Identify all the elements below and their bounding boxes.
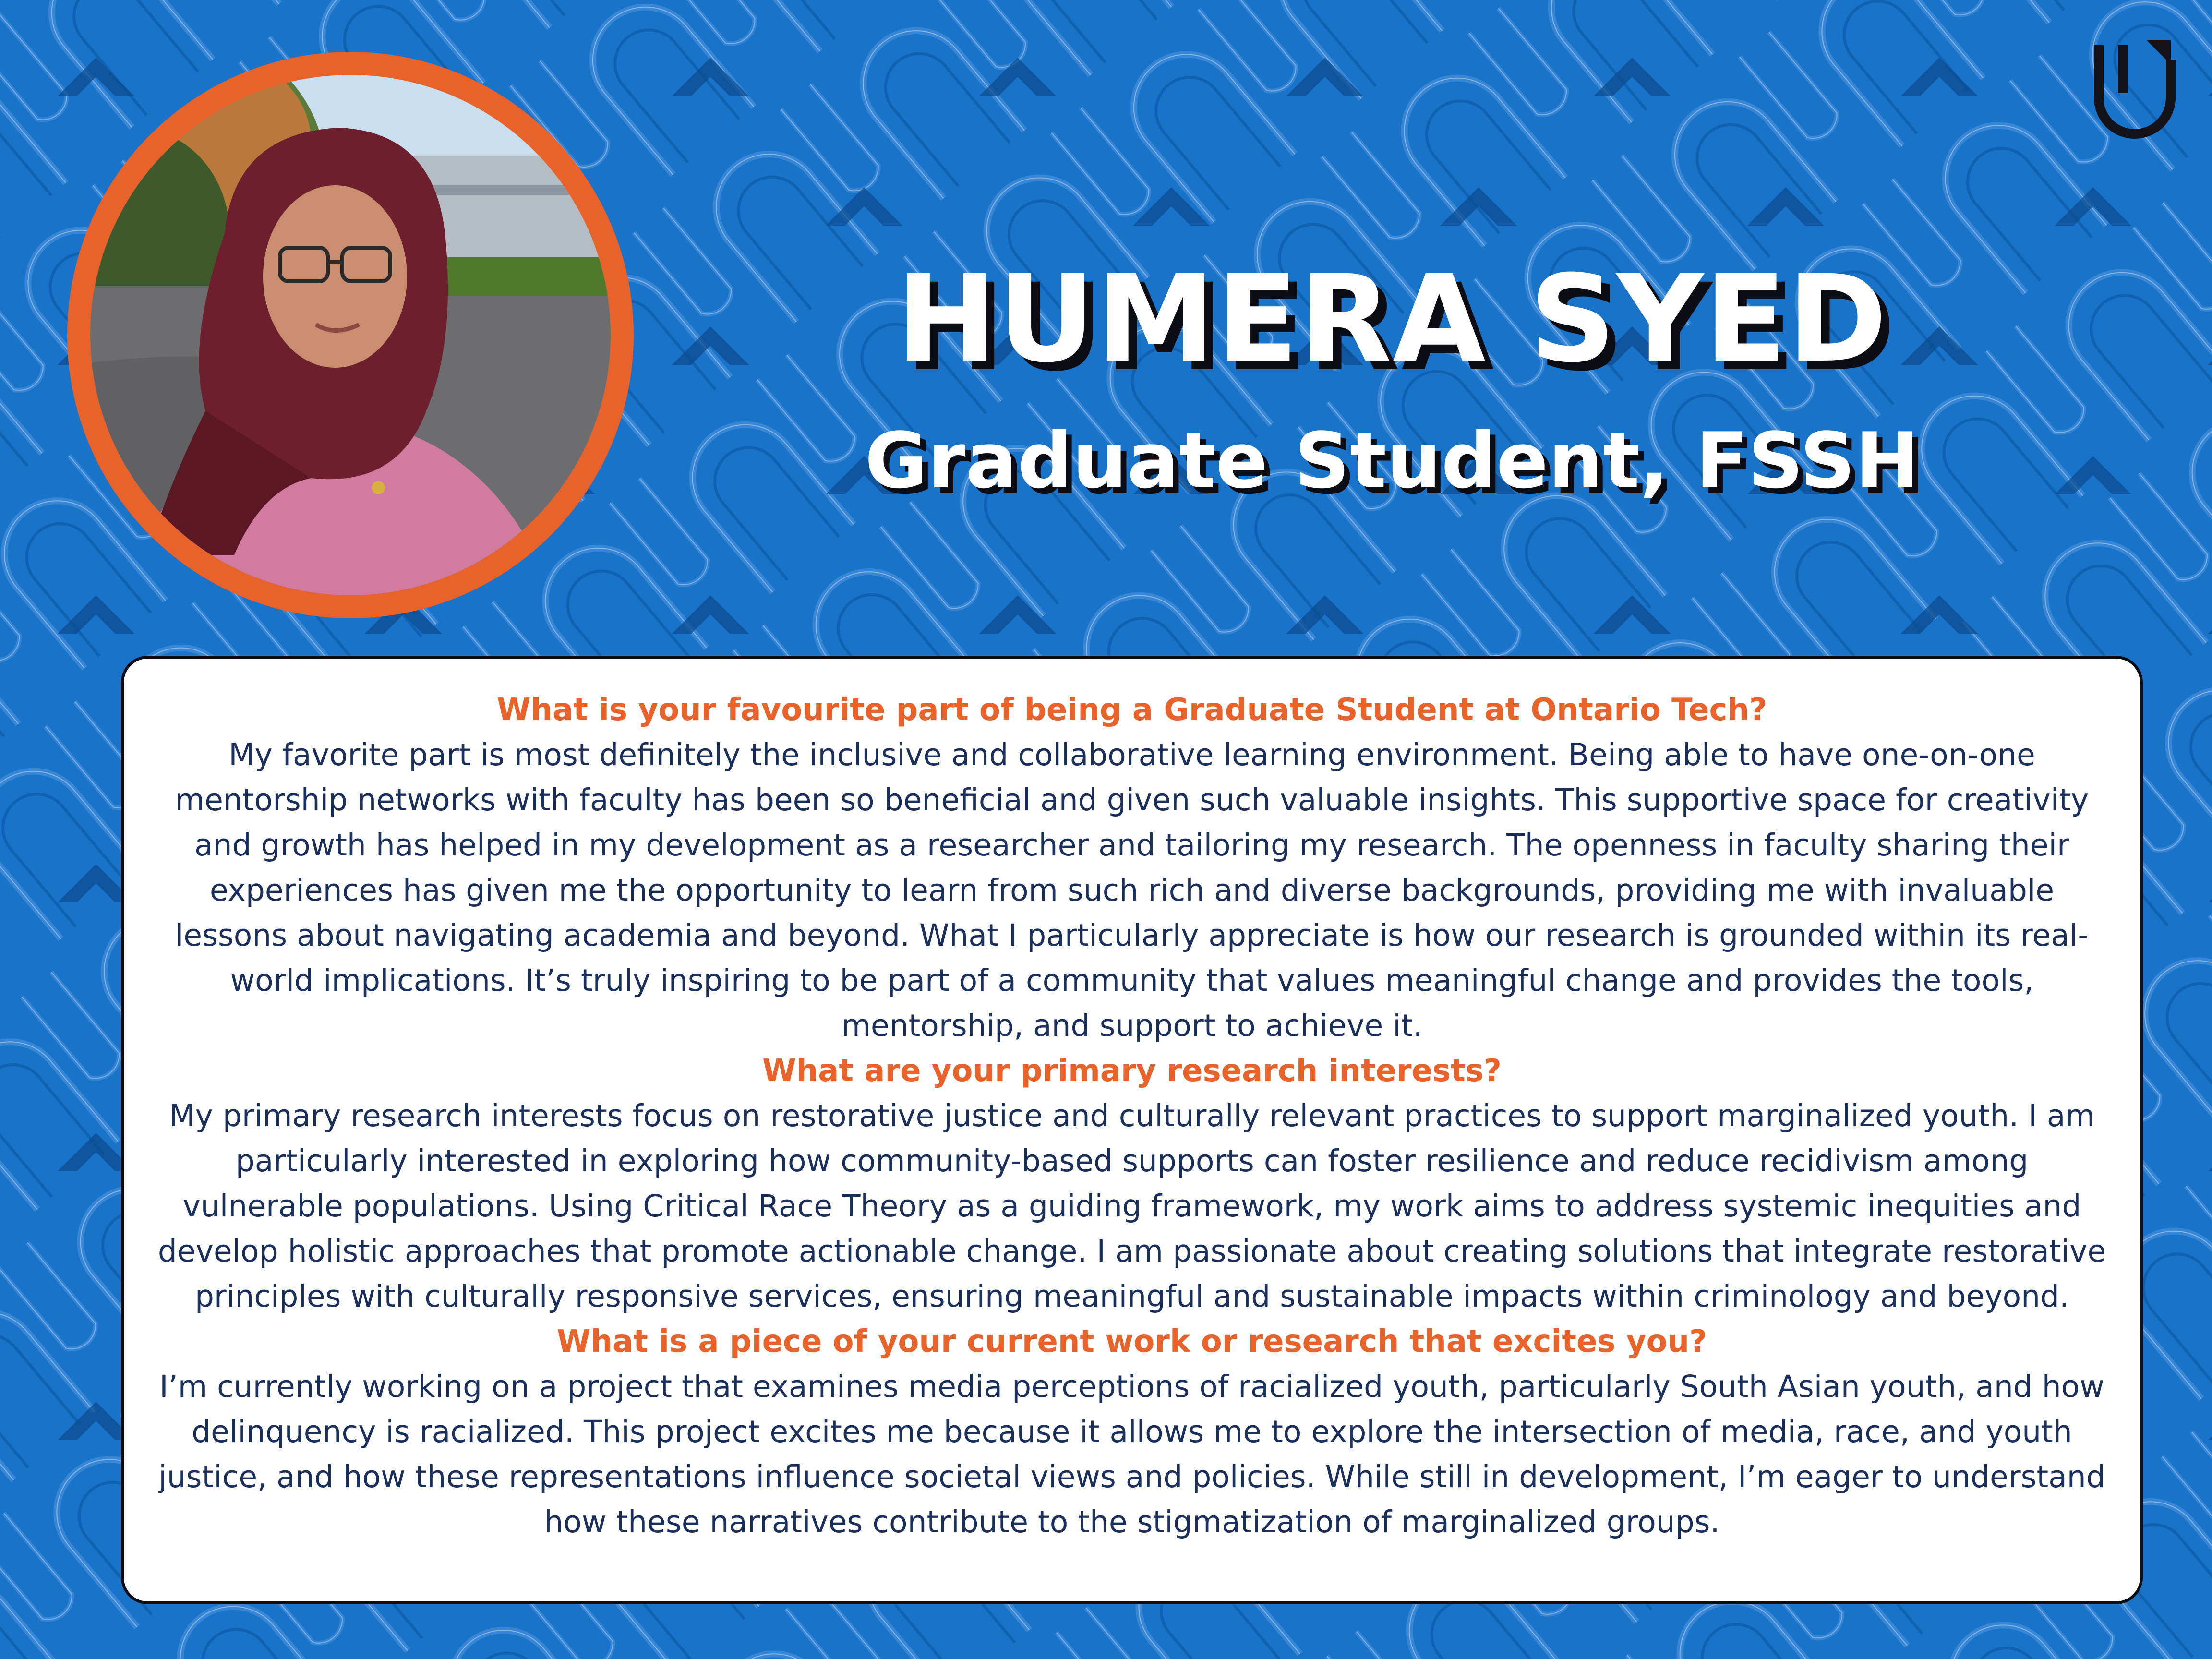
portrait-photo [90, 75, 611, 595]
portrait-illustration [90, 75, 611, 595]
qa-card [121, 656, 2143, 1604]
university-logo-icon [2089, 31, 2180, 141]
person-role: Graduate Student, FSSH [865, 416, 1920, 505]
person-name: HUMERA SYED [896, 249, 1888, 389]
question-research-interests: What are your primary research interests? [762, 1053, 1502, 1089]
question-current-work: What is a piece of your current work or research that excites you? [556, 1324, 1707, 1359]
answer-favourite-part: My favorite part is most definitely the inclusive and collaborative learning environment. Being able to have one-on-one mentorship networks with faculty has been so beneficial and given such valuable insights. This supportive space for creativity and growth has helped in my development as a researcher and tailoring my research. The openness in faculty sharing their experiences has given me the opportunity to learn from such rich and diverse backgrounds, providing me with invaluable lessons about navigating academia and beyond. What I particularly appreciate is how our research is grounded within its real-world implications. It’s truly inspiring to be part of a community that values meaningful change and provides the tools, mentorship, and support to achieve it. [175, 737, 2089, 1043]
answer-research-interests: My primary research interests focus on restorative justice and culturally relevant practices to support marginalized youth. I am particularly interested in exploring how community-based supports can foster resilience and reduce recidivism among vulnerable populations. Using Critical Race Theory as a guiding framework, my work aims to address systemic inequities and develop holistic approaches that promote actionable change. I am passionate about creating solutions that integrate restorative principles with culturally responsive services, ensuring meaningful and sustainable impacts within criminology and beyond. [157, 1098, 2106, 1314]
answer-current-work: I’m currently working on a project that examines media perceptions of racialized youth, particularly South Asian youth, and how delinquency is racialized. This project excites me because it allows me to explore the intersection of media, race, and youth justice, and how these representations influence societal views and policies. While still in development, I’m eager to understand how these narratives contribute to the stigmatization of marginalized groups. [158, 1369, 2105, 1539]
question-favourite-part: What is your favourite part of being a Graduate Student at Ontario Tech? [496, 692, 1767, 728]
